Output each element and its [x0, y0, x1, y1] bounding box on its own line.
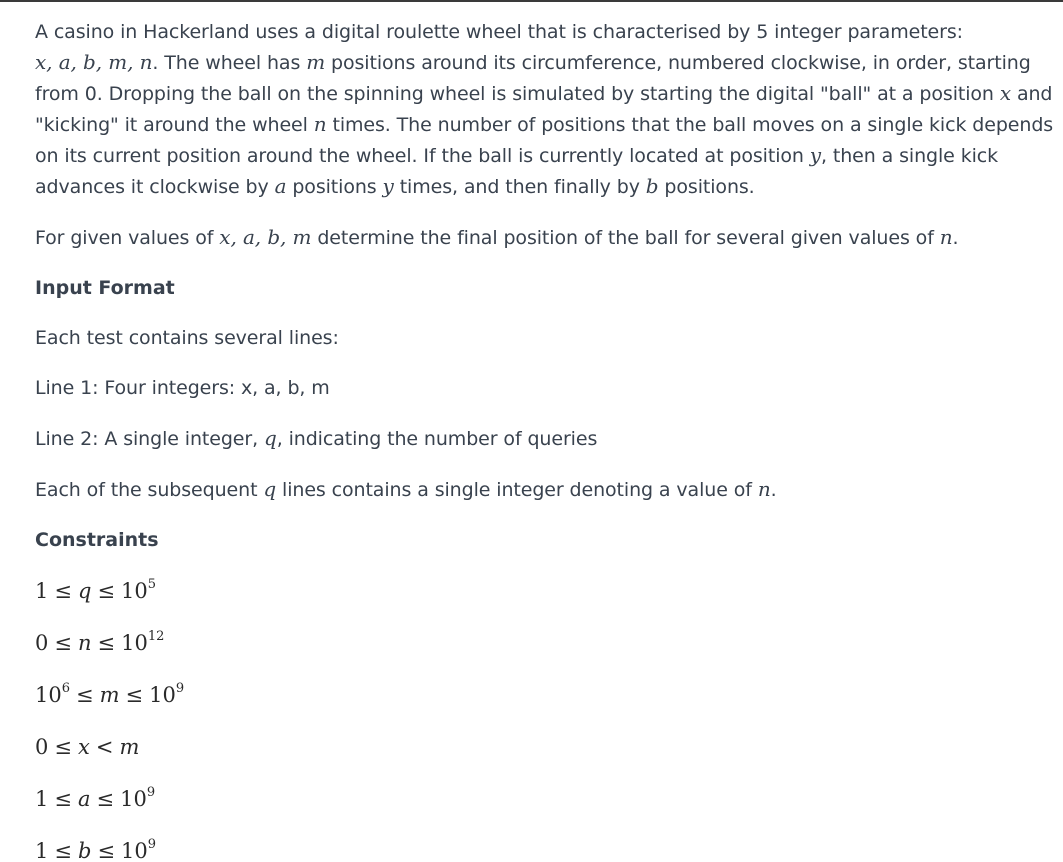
constraint-lower-bound: 1	[35, 787, 49, 811]
intro-paragraph	[35, 17, 1054, 202]
input-format-text: Each test contains several lines:	[35, 327, 339, 349]
constraint-operator: <	[95, 735, 114, 759]
constraint-upper-bound: $10^{12}$	[121, 629, 165, 655]
intro-line: on its current position around the wheel. If the ball is currently located at position y, then a single kick	[35, 143, 999, 167]
constraint-exponent: 9	[147, 837, 157, 852]
math-variable: n	[757, 477, 771, 501]
input-format-section	[35, 323, 1045, 505]
constraint-operator: ≤	[97, 839, 116, 862]
constraint-upper-bound: $10^5$	[121, 577, 157, 603]
intro-line: A casino in Hackerland uses a digital roulette wheel that is characterised by 5 integer parameters:	[35, 21, 963, 43]
constraint-variable: n	[77, 631, 92, 655]
constraint-item	[35, 835, 1045, 862]
constraint-exponent: 9	[175, 681, 185, 696]
input-format-text: Line 1: Four integers: x, a, b, m	[35, 377, 330, 399]
intro-line: "kicking" it around the wheel n times. The number of positions that the ball moves on a single kick depends	[35, 112, 1054, 136]
math-variable: x	[999, 81, 1011, 105]
top-divider	[0, 0, 1063, 2]
math-variable: y	[382, 174, 394, 198]
intro-line: x, a, b, m, n. The wheel has m positions around its circumference, numbered clockwise, in order, starting	[35, 50, 1031, 74]
constraint-variable: m	[99, 683, 120, 707]
input-format-line	[35, 323, 1045, 353]
math-variable: n	[939, 225, 953, 249]
constraint-lower-bound: $10^6$	[35, 681, 71, 707]
input-format-line	[35, 474, 1045, 505]
constraint-operator: ≤	[125, 683, 144, 707]
math-variable: q	[263, 477, 277, 501]
constraint-exponent: 6	[61, 681, 71, 696]
constraint-operator: ≤	[54, 579, 72, 603]
math-variable: a	[274, 174, 287, 198]
input-format-text: Line 2: A single integer, q, indicating the number of queries	[35, 426, 598, 450]
constraint-lower-bound: 1	[35, 579, 49, 603]
math-variable: x, a, b, m, n	[35, 50, 153, 74]
constraint-operator: ≤	[96, 787, 115, 811]
input-format-line	[35, 423, 1045, 454]
constraint-variable: q	[77, 579, 92, 603]
input-format-heading: Input Format	[35, 277, 175, 299]
constraint-operator: ≤	[54, 735, 72, 759]
constraints-heading: Constraints	[35, 529, 159, 551]
constraint-operator: ≤	[76, 683, 94, 707]
constraint-upper-bound: $10^9$	[149, 681, 185, 707]
math-variable: b	[645, 174, 659, 198]
intro-line: from 0. Dropping the ball on the spinning wheel is simulated by starting the digital "ball" at a position x and	[35, 81, 1053, 105]
math-variable: n	[313, 112, 327, 136]
constraint-item	[35, 627, 1045, 659]
math-variable: y	[809, 143, 821, 167]
math-variable: x, a, b, m	[219, 225, 312, 249]
task-paragraph	[35, 222, 1045, 253]
constraint-exponent: 5	[147, 577, 157, 592]
math-variable: q	[264, 426, 277, 450]
constraint-upper-bound: $10^9$	[120, 785, 156, 811]
constraint-upper-bound: $10^9$	[121, 837, 157, 862]
constraint-variable: a	[77, 787, 91, 811]
constraint-operator: ≤	[97, 631, 116, 655]
constraint-item	[35, 731, 1045, 763]
constraint-upper-bound: m	[119, 735, 140, 759]
constraint-operator: ≤	[54, 839, 72, 862]
task-line: For given values of x, a, b, m determine the final position of the ball for several given values of n.	[35, 225, 959, 249]
intro-line: advances it clockwise by a positions y times, and then finally by b positions.	[35, 174, 755, 198]
input-format-text: Each of the subsequent q lines contains a single integer denoting a value of n.	[35, 477, 777, 501]
input-format-line	[35, 373, 1045, 403]
constraint-item	[35, 575, 1045, 607]
problem-statement	[35, 17, 1054, 862]
constraint-operator: ≤	[54, 787, 72, 811]
constraints-list	[35, 575, 1045, 862]
constraint-item	[35, 783, 1045, 815]
constraint-exponent: 12	[147, 629, 165, 644]
constraint-exponent: 9	[146, 785, 156, 800]
math-variable: m	[306, 50, 326, 74]
constraint-lower-bound: 0	[35, 631, 49, 655]
constraint-variable: b	[77, 839, 92, 862]
constraint-variable: x	[77, 735, 90, 759]
constraint-lower-bound: 0	[35, 735, 49, 759]
constraint-item	[35, 679, 1045, 711]
constraint-operator: ≤	[54, 631, 72, 655]
constraint-operator: ≤	[97, 579, 116, 603]
constraint-lower-bound: 1	[35, 839, 49, 862]
